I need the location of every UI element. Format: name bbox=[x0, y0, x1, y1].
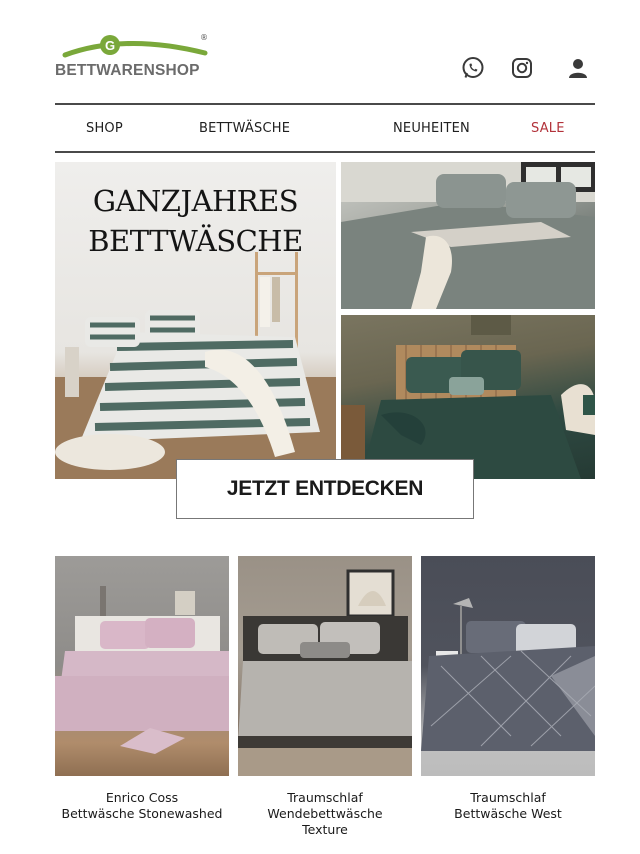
hero-banner[interactable] bbox=[55, 162, 595, 479]
header-icons bbox=[460, 55, 595, 81]
registered-mark: ® bbox=[200, 33, 208, 42]
product-name: Bettwäsche West bbox=[454, 806, 562, 821]
discover-now-label: JETZT ENTDECKEN bbox=[226, 477, 424, 500]
instagram-icon[interactable] bbox=[509, 55, 535, 81]
product-name-line2: Texture bbox=[302, 822, 348, 837]
product-title[interactable] bbox=[49, 790, 235, 822]
brand-logo[interactable] bbox=[55, 33, 220, 83]
discover-now-button[interactable] bbox=[176, 459, 474, 519]
hero-image-striped-bedroom bbox=[55, 162, 336, 479]
hero-image-green-bedding bbox=[341, 162, 595, 309]
nav-item-neuheiten[interactable]: NEUHEITEN bbox=[393, 121, 470, 136]
product-title[interactable] bbox=[232, 790, 418, 838]
nav-item-sale[interactable]: SALE bbox=[531, 121, 565, 136]
product-name: Bettwäsche Stonewashed bbox=[61, 806, 223, 821]
logo-swoosh-icon bbox=[55, 33, 215, 63]
product-brand: Traumschlaf bbox=[470, 790, 546, 805]
hero-image-dark-green-bedding bbox=[341, 315, 595, 479]
product-brand: Enrico Coss bbox=[105, 790, 179, 805]
main-nav bbox=[55, 103, 595, 153]
product-name: Wendebettwäsche bbox=[267, 806, 383, 821]
nav-item-bettwaesche[interactable]: BETTWÄSCHE bbox=[199, 121, 291, 136]
product-image-geometric-bedding[interactable] bbox=[421, 556, 595, 776]
product-image-grey-bedding[interactable] bbox=[238, 556, 412, 776]
hero-title-line2: BETTWÄSCHE bbox=[88, 224, 303, 258]
product-title[interactable] bbox=[415, 790, 601, 822]
nav-item-shop[interactable]: SHOP bbox=[86, 121, 123, 136]
whatsapp-icon[interactable] bbox=[460, 55, 486, 81]
account-icon[interactable] bbox=[565, 55, 591, 81]
product-image-pink-bedding[interactable] bbox=[55, 556, 229, 776]
brand-name: BETTWARENSHOP bbox=[55, 62, 200, 79]
product-brand: Traumschlaf bbox=[287, 790, 363, 805]
hero-title-line1: GANZJAHRES bbox=[92, 184, 299, 218]
logo-letter: G bbox=[104, 38, 116, 53]
